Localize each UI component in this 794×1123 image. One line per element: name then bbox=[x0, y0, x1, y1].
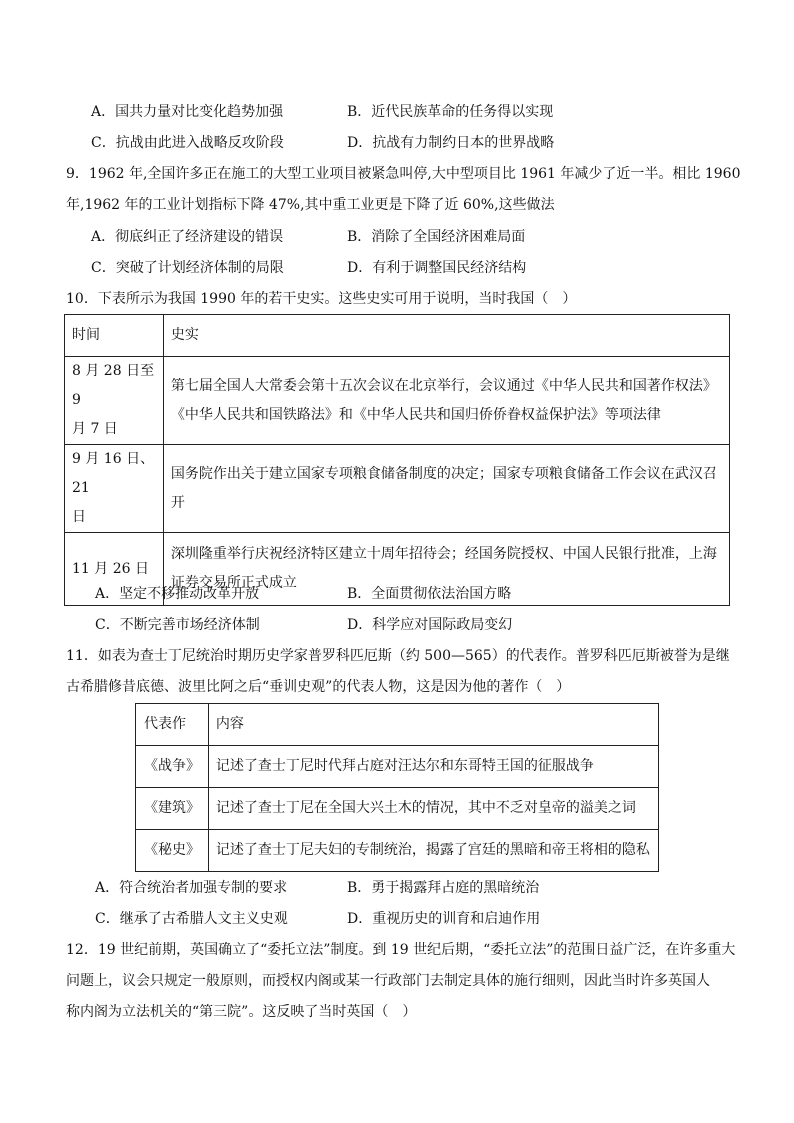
table-cell-work: 《战争》 bbox=[136, 746, 209, 788]
time-line: 日 bbox=[72, 509, 86, 525]
q11-stem-line-2: 古希腊修昔底德、波里比阿之后“垂训史观”的代表人物，这是因为他的著作（ ） bbox=[66, 679, 571, 695]
q8-option-d: D．抗战有力制约日本的世界战略 bbox=[347, 135, 555, 151]
table-cell-fact bbox=[163, 445, 729, 533]
table-row bbox=[136, 788, 659, 830]
fact-line: 国务院作出关于建立国家专项粮食储备制度的决定；国家专项粮食储备工作会议在武汉召 bbox=[170, 465, 717, 482]
table-cell-fact bbox=[163, 357, 729, 445]
time-line: 11 月 26 日 bbox=[72, 560, 149, 577]
q12-stem-line-3: 称内阁为立法机关的“第三院”。这反映了当时英国（ ） bbox=[66, 1004, 417, 1020]
fact-line: 开 bbox=[170, 494, 185, 511]
q11-stem-line-1: 11．如表为查士丁尼统治时期历史学家普罗科匹厄斯（约 500—565）的代表作。普罗科匹厄斯被誉为是继 bbox=[66, 648, 730, 664]
table-header-fact: 史实 bbox=[163, 315, 729, 357]
fact-line: 深圳隆重举行庆祝经济特区建立十周年招待会；经国务院授权、中国人民银行批准，上海 bbox=[170, 546, 717, 562]
table-cell-content: 记述了查士丁尼在全国大兴土木的情况，其中不乏对皇帝的溢美之词 bbox=[208, 788, 658, 830]
q11-option-b: B．勇于揭露拜占庭的黑暗统治 bbox=[347, 880, 540, 896]
table-header-content: 内容 bbox=[208, 704, 658, 746]
q9-stem-line-2: 年,1962 年的工业计划指标下降 47%,其中重工业更是下降了近 60%,这些做法 bbox=[66, 197, 555, 213]
fact-line: 《中华人民共和国铁路法》和《中华人民共和国归侨侨眷权益保护法》等项法律 bbox=[170, 406, 661, 423]
q8-option-b: B．近代民族革命的任务得以实现 bbox=[347, 104, 554, 120]
q11-option-a: A．符合统治者加强专制的要求 bbox=[95, 880, 288, 896]
table-cell-time bbox=[65, 357, 164, 445]
table-header-time: 时间 bbox=[65, 315, 164, 357]
q11-option-c: C．继承了古希腊人文主义史观 bbox=[95, 911, 288, 927]
time-line: 8 月 28 日至 9 bbox=[72, 363, 155, 408]
q10-stem: 10．下表所示为我国 1990 年的若干史实。这些史实可用于说明，当时我国（ ） bbox=[66, 291, 577, 307]
q8-option-c: C．抗战由此进入战略反攻阶段 bbox=[91, 135, 284, 151]
q10-option-b: B．全面贯彻依法治国方略 bbox=[347, 586, 512, 602]
table-cell-content: 记述了查士丁尼夫妇的专制统治，揭露了宫廷的黑暗和帝王将相的隐私 bbox=[208, 830, 658, 872]
table-row bbox=[136, 746, 659, 788]
fact-line: 第七届全国人大常委会第十五次会议在北京举行，会议通过《中华人民共和国著作权法》 bbox=[170, 377, 717, 394]
time-line: 9 月 16 日、21 bbox=[72, 451, 155, 496]
time-line: 月 7 日 bbox=[72, 421, 118, 437]
table-header-row bbox=[65, 315, 730, 357]
q12-stem-line-1: 12．19 世纪前期，英国确立了“委托立法”制度。到 19 世纪后期，“委托立法”的范围日益广泛，在许多重大 bbox=[66, 942, 736, 958]
q9-option-d: D．有利于调整国民经济结构 bbox=[347, 260, 527, 276]
table-cell-work: 《秘史》 bbox=[136, 830, 209, 872]
q10-option-a: A．坚定不移推动改革开放 bbox=[95, 586, 260, 602]
table-row bbox=[65, 445, 730, 533]
q9-option-b: B．消除了全国经济困难局面 bbox=[347, 229, 526, 245]
table-cell-time bbox=[65, 445, 164, 533]
table-cell-content: 记述了查士丁尼时代拜占庭对汪达尔和东哥特王国的征服战争 bbox=[208, 746, 658, 788]
table-header-row bbox=[136, 704, 659, 746]
q10-option-d: D．科学应对国际政局变幻 bbox=[347, 617, 513, 633]
q10-table bbox=[64, 314, 730, 606]
q10-option-c: C．不断完善市场经济体制 bbox=[95, 617, 260, 633]
q9-option-c: C．突破了计划经济体制的局限 bbox=[91, 260, 284, 276]
q8-option-a: A．国共力量对比变化趋势加强 bbox=[91, 104, 284, 120]
q9-stem-line-1: 9．1962 年,全国许多正在施工的大型工业项目被紧急叫停,大中型项目比 1961 年减少了近一半。相比 1960 bbox=[66, 166, 741, 182]
q9-option-a: A．彻底纠正了经济建设的错误 bbox=[91, 229, 284, 245]
table-row bbox=[136, 830, 659, 872]
q11-option-d: D．重视历史的训育和启迪作用 bbox=[347, 911, 541, 927]
q12-stem-line-2: 问题上，议会只规定一般原则，而授权内阁或某一行政部门去制定具体的施行细则，因此当时许多英国人 bbox=[66, 973, 710, 989]
q11-table bbox=[135, 703, 659, 872]
table-row bbox=[65, 357, 730, 445]
fact-line: 证券交易所正式成立 bbox=[170, 575, 297, 591]
table-cell-work: 《建筑》 bbox=[136, 788, 209, 830]
table-header-work: 代表作 bbox=[136, 704, 209, 746]
